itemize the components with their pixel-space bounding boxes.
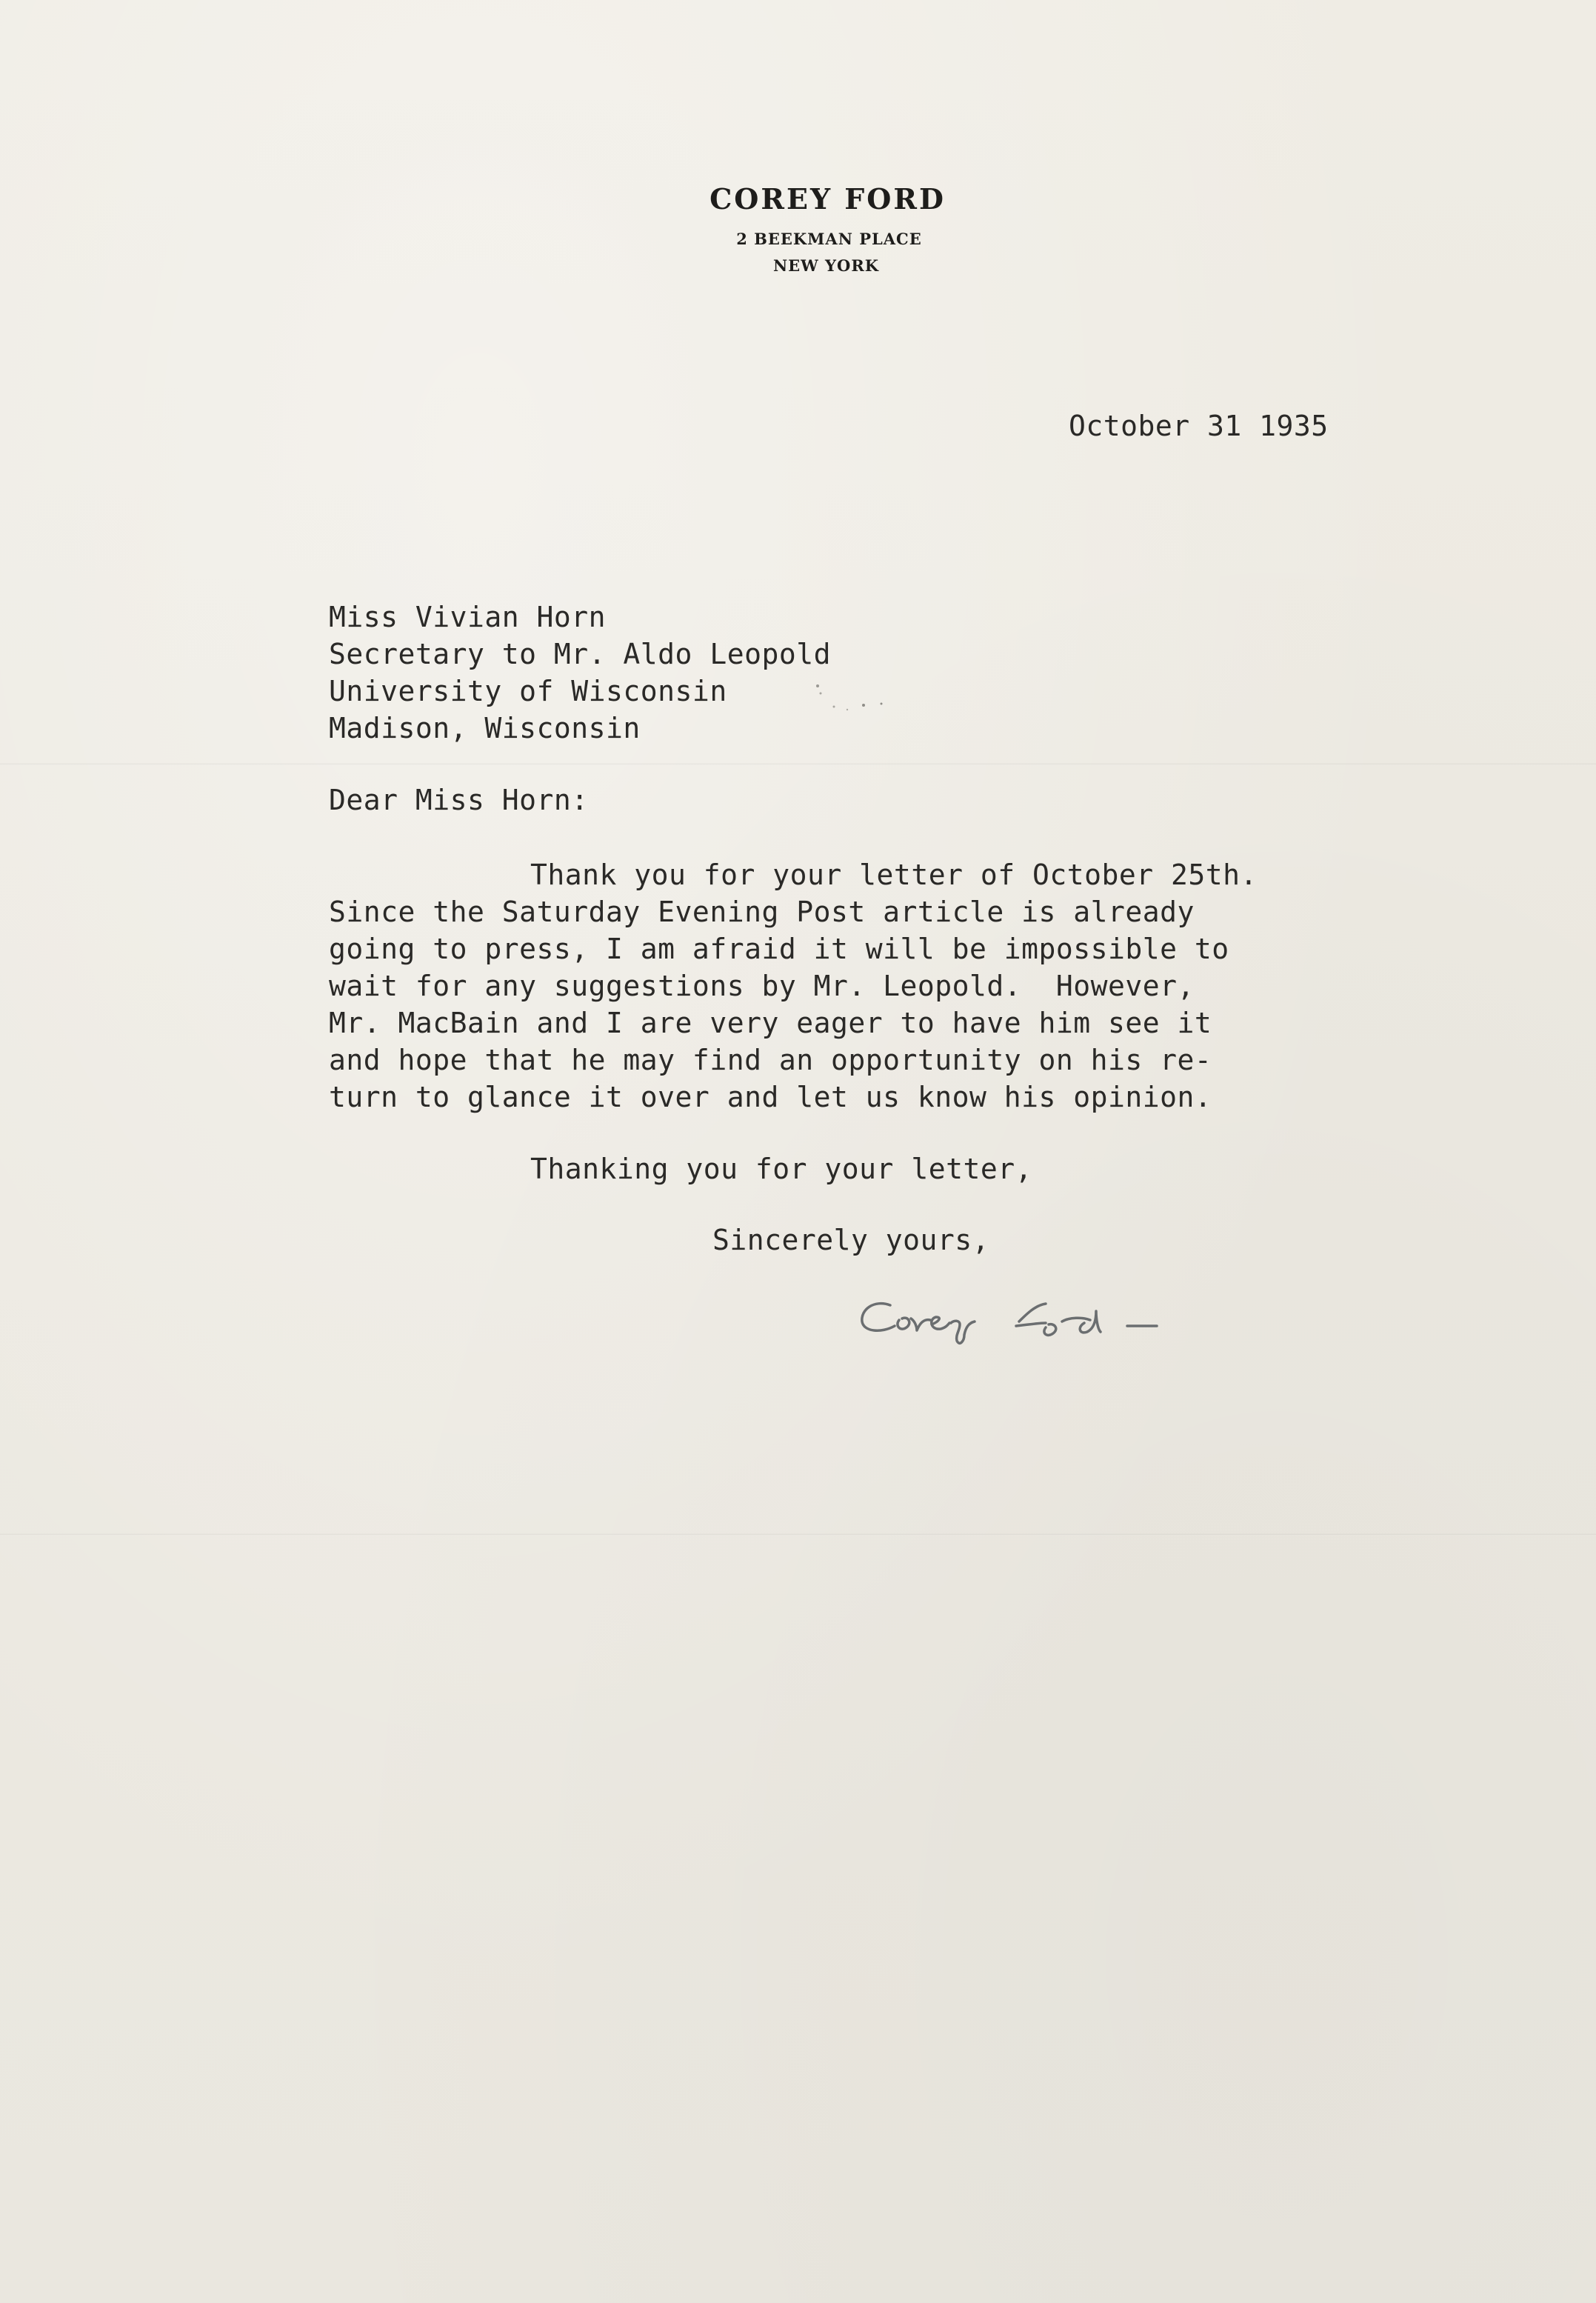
closing-thanks: Thanking you for your letter, bbox=[530, 1153, 1032, 1185]
body-line: going to press, I am afraid it will be impossible to bbox=[329, 933, 1229, 965]
recipient-title: Secretary to Mr. Aldo Leopold bbox=[329, 638, 831, 670]
letterhead-street: 2 BEEKMAN PLACE bbox=[736, 230, 922, 248]
body-line: Thank you for your letter of October 25th. bbox=[530, 859, 1258, 891]
body-line: Since the Saturday Evening Post article is already bbox=[329, 896, 1195, 928]
letterhead-name: COREY FORD bbox=[709, 182, 946, 216]
salutation: Dear Miss Horn: bbox=[329, 784, 589, 816]
body-line: Mr. MacBain and I are very eager to have him see it bbox=[329, 1007, 1212, 1039]
paper-fold bbox=[0, 1533, 1596, 1536]
ink-specks bbox=[804, 677, 893, 721]
recipient-institution: University of Wisconsin bbox=[329, 675, 727, 707]
recipient-name: Miss Vivian Horn bbox=[329, 601, 607, 633]
body-line: wait for any suggestions by Mr. Leopold. However, bbox=[329, 970, 1195, 1002]
letter-date: October 31 1935 bbox=[1069, 410, 1329, 442]
closing-sincerely: Sincerely yours, bbox=[712, 1224, 990, 1256]
recipient-city: Madison, Wisconsin bbox=[329, 712, 641, 744]
body-line: and hope that he may find an opportunity on his re- bbox=[329, 1044, 1212, 1076]
handwritten-signature bbox=[852, 1289, 1237, 1356]
body-line: turn to glance it over and let us know his opinion. bbox=[329, 1081, 1212, 1113]
paper-fold bbox=[0, 763, 1596, 765]
letterhead-city: NEW YORK bbox=[772, 256, 880, 275]
